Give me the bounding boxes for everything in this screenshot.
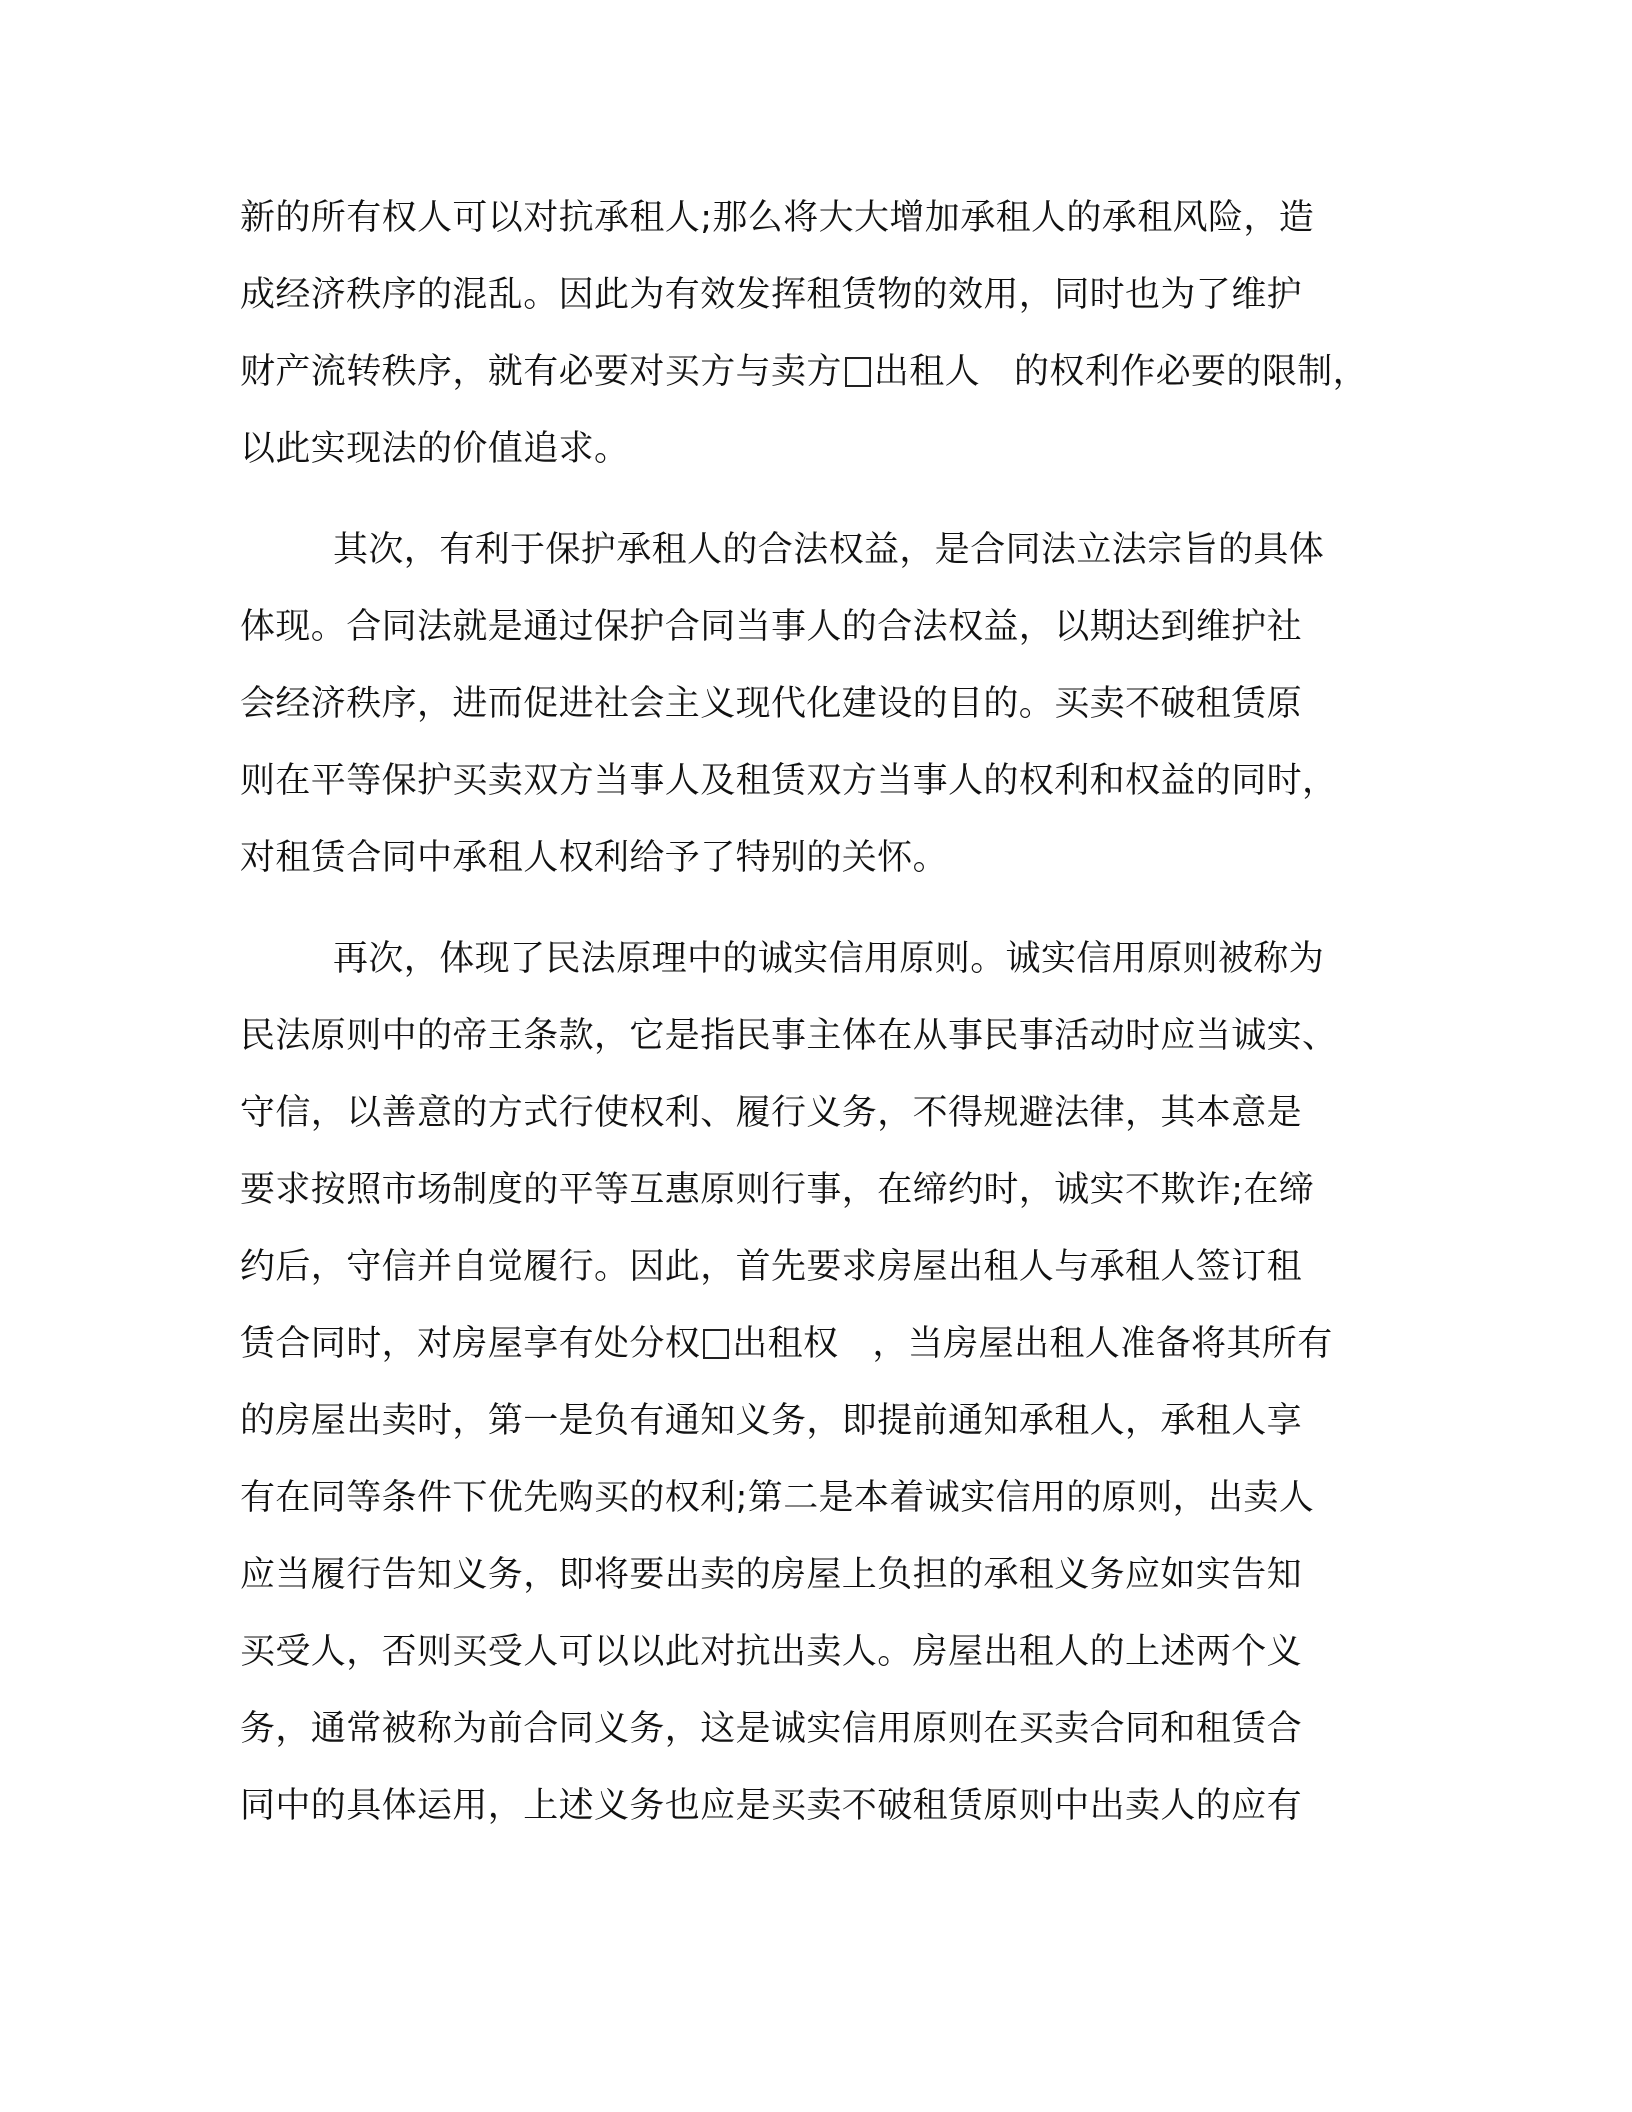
text-line: 新的所有权人可以对抗承租人;那么将大大增加承租人的承租风险，造 xyxy=(240,198,1315,238)
text-line: 约后，守信并自觉履行。因此，首先要求房屋出租人与承租人签订租 xyxy=(240,1247,1303,1287)
text-line: 民法原则中的帝王条款，它是指民事主体在从事民事活动时应当诚实、 xyxy=(240,1016,1338,1056)
text-line: 守信，以善意的方式行使权利、履行义务，不得规避法律，其本意是 xyxy=(240,1093,1303,1133)
text-line: 成经济秩序的混乱。因此为有效发挥租赁物的效用，同时也为了维护 xyxy=(240,275,1303,315)
text-line: 同中的具体运用，上述义务也应是买卖不破租赁原则中出卖人的应有 xyxy=(240,1786,1303,1826)
text-line xyxy=(240,1321,1333,1367)
missing-glyph-box xyxy=(703,1329,729,1359)
text-line: 会经济秩序，进而促进社会主义现代化建设的目的。买卖不破租赁原 xyxy=(240,684,1303,724)
text-line: 要求按照市场制度的平等互惠原则行事，在缔约时，诚实不欺诈;在缔 xyxy=(240,1170,1315,1210)
text-line: 对租赁合同中承租人权利给予了特别的关怀。 xyxy=(240,838,949,878)
text-line xyxy=(240,349,1368,395)
text-line: 应当履行告知义务，即将要出卖的房屋上负担的承租义务应如实告知 xyxy=(240,1555,1303,1595)
text-segment: 出租人 xyxy=(873,352,981,392)
text-segment: ，当房屋出租人准备将其所有 xyxy=(872,1324,1333,1364)
text-line: 务，通常被称为前合同义务，这是诚实信用原则在买卖合同和租赁合 xyxy=(240,1709,1303,1749)
text-line: 买受人，否则买受人可以以此对抗出卖人。房屋出租人的上述两个义 xyxy=(240,1632,1303,1672)
text-line: 有在同等条件下优先购买的权利;第二是本着诚实信用的原则，出卖人 xyxy=(240,1478,1315,1518)
text-line: 再次，体现了民法原理中的诚实信用原则。诚实信用原则被称为 xyxy=(333,939,1325,979)
text-line: 则在平等保护买卖双方当事人及租赁双方当事人的权利和权益的同时， xyxy=(240,761,1338,801)
text-line: 体现。合同法就是通过保护合同当事人的合法权益，以期达到维护社 xyxy=(240,607,1303,647)
missing-glyph-box xyxy=(845,357,871,387)
text-line: 的房屋出卖时，第一是负有通知义务，即提前通知承租人，承租人享 xyxy=(240,1401,1303,1441)
text-line: 其次，有利于保护承租人的合法权益，是合同法立法宗旨的具体 xyxy=(333,530,1325,570)
text-segment: 财产流转秩序，就有必要对买方与卖方 xyxy=(240,352,842,392)
text-segment: 出租权 xyxy=(732,1324,839,1364)
text-segment: 赁合同时，对房屋享有处分权 xyxy=(240,1324,701,1364)
text-segment: 的权利作必要的限制， xyxy=(1014,352,1369,392)
text-line: 以此实现法的价值追求。 xyxy=(240,429,630,469)
